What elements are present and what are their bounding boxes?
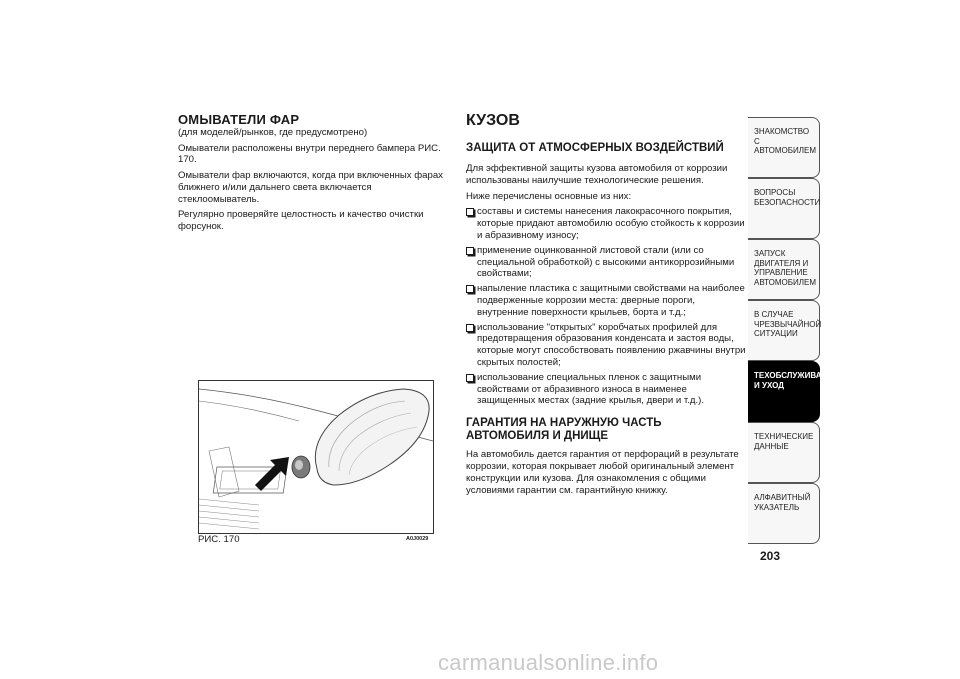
watermark: carmanualsonline.info <box>438 650 659 675</box>
section-heading-weather-protection: ЗАЩИТА ОТ АТМОСФЕРНЫХ ВОЗДЕЙСТВИЙ <box>466 142 724 154</box>
paragraph: Регулярно проверяйте целостность и качество очистки форсунок. <box>178 209 424 233</box>
figure-code: A0J0029 <box>406 536 429 542</box>
list-item: использование "открытых" коробчатых профилей для предотвращения образования конденсата и застоя воды, которые могут способствовать появлению ржавчины внутри скрытых полостей; <box>466 322 746 369</box>
list-item: использование специальных пленок с защитными свойствами от абразивного износа в наименее защищенных местах (задние крылья, двери и т.д.). <box>466 372 746 407</box>
tab-emergency[interactable]: В СЛУЧАЕ ЧРЕЗВЫЧАЙНОЙ СИТУАЦИИ <box>748 300 820 361</box>
availability-note: (для моделей/рынков, где предусмотрено) <box>178 127 368 138</box>
checkbox-bullet-icon <box>466 374 474 382</box>
figure-caption: РИС. 170 <box>198 534 240 545</box>
figure-170 <box>198 380 434 534</box>
intro-paragraph: Для эффективной защиты кузова автомобиля от коррозии использованы наилучшие технологические решения. <box>466 163 728 186</box>
warranty-heading-line1: ГАРАНТИЯ НА НАРУЖНУЮ ЧАСТЬ <box>466 417 662 430</box>
chapter-title: КУЗОВ <box>466 112 520 129</box>
protection-list <box>466 206 746 407</box>
tab-safety[interactable]: ВОПРОСЫ БЕЗОПАСНОСТИ <box>748 178 820 239</box>
left-column <box>178 112 446 237</box>
tab-index[interactable]: АЛФАВИТНЫЙ УКАЗАТЕЛЬ <box>748 483 820 544</box>
tab-technical-data[interactable]: ТЕХНИЧЕСКИЕ ДАННЫЕ <box>748 422 820 483</box>
warranty-paragraph: На автомобиль дается гарантия от перфораций в результате коррозии, которая покрывает любой оригинальный элемент конструкции или кузова. Для ознакомления с общими условиями гарантии см. гарантийную книжку. <box>466 449 739 496</box>
bumper-washer-illustration <box>199 381 433 533</box>
tab-vehicle-intro[interactable]: ЗНАКОМСТВО С АВТОМОБИЛЕМ <box>748 117 820 178</box>
paragraph: Омыватели расположены внутри переднего бампера РИС. 170. <box>178 142 441 166</box>
checkbox-bullet-icon <box>466 208 474 216</box>
page-number: 203 <box>760 549 781 563</box>
tab-maintenance-care[interactable]: ТЕХОБСЛУЖИВАНИЕ И УХОД <box>748 361 820 422</box>
tab-starting-driving[interactable]: ЗАПУСК ДВИГАТЕЛЯ И УПРАВЛЕНИЕ АВТОМОБИЛЕМ <box>748 239 820 300</box>
checkbox-bullet-icon <box>466 324 474 332</box>
section-heading-warranty <box>466 417 746 443</box>
paragraph: Омыватели фар включаются, когда при включенных фарах ближнего и/или дальнего света включается стеклоомыватель. <box>178 170 443 205</box>
list-item: напыление пластика с защитными свойствами на наиболее подверженные коррозии места: дверные пороги, внутренние поверхности крыльев, борта и т.д.; <box>466 283 746 318</box>
section-title-headlamp-washers: ОМЫВАТЕЛИ ФАР <box>178 112 300 127</box>
chapter-tabs <box>748 117 839 544</box>
warranty-heading-line2: АВТОМОБИЛЯ И ДНИЩЕ <box>466 430 609 443</box>
checkbox-bullet-icon <box>466 285 474 293</box>
right-column <box>466 112 746 500</box>
list-item: применение оцинкованной листовой стали (или со специальной обработкой) с высокими антикоррозийными свойствами; <box>466 245 746 280</box>
list-intro: Ниже перечислены основные из них: <box>466 190 632 202</box>
checkbox-bullet-icon <box>466 247 474 255</box>
list-item: составы и системы нанесения лакокрасочного покрытия, которые придают автомобилю особую стойкость к коррозии и абразивному износу; <box>466 206 746 241</box>
